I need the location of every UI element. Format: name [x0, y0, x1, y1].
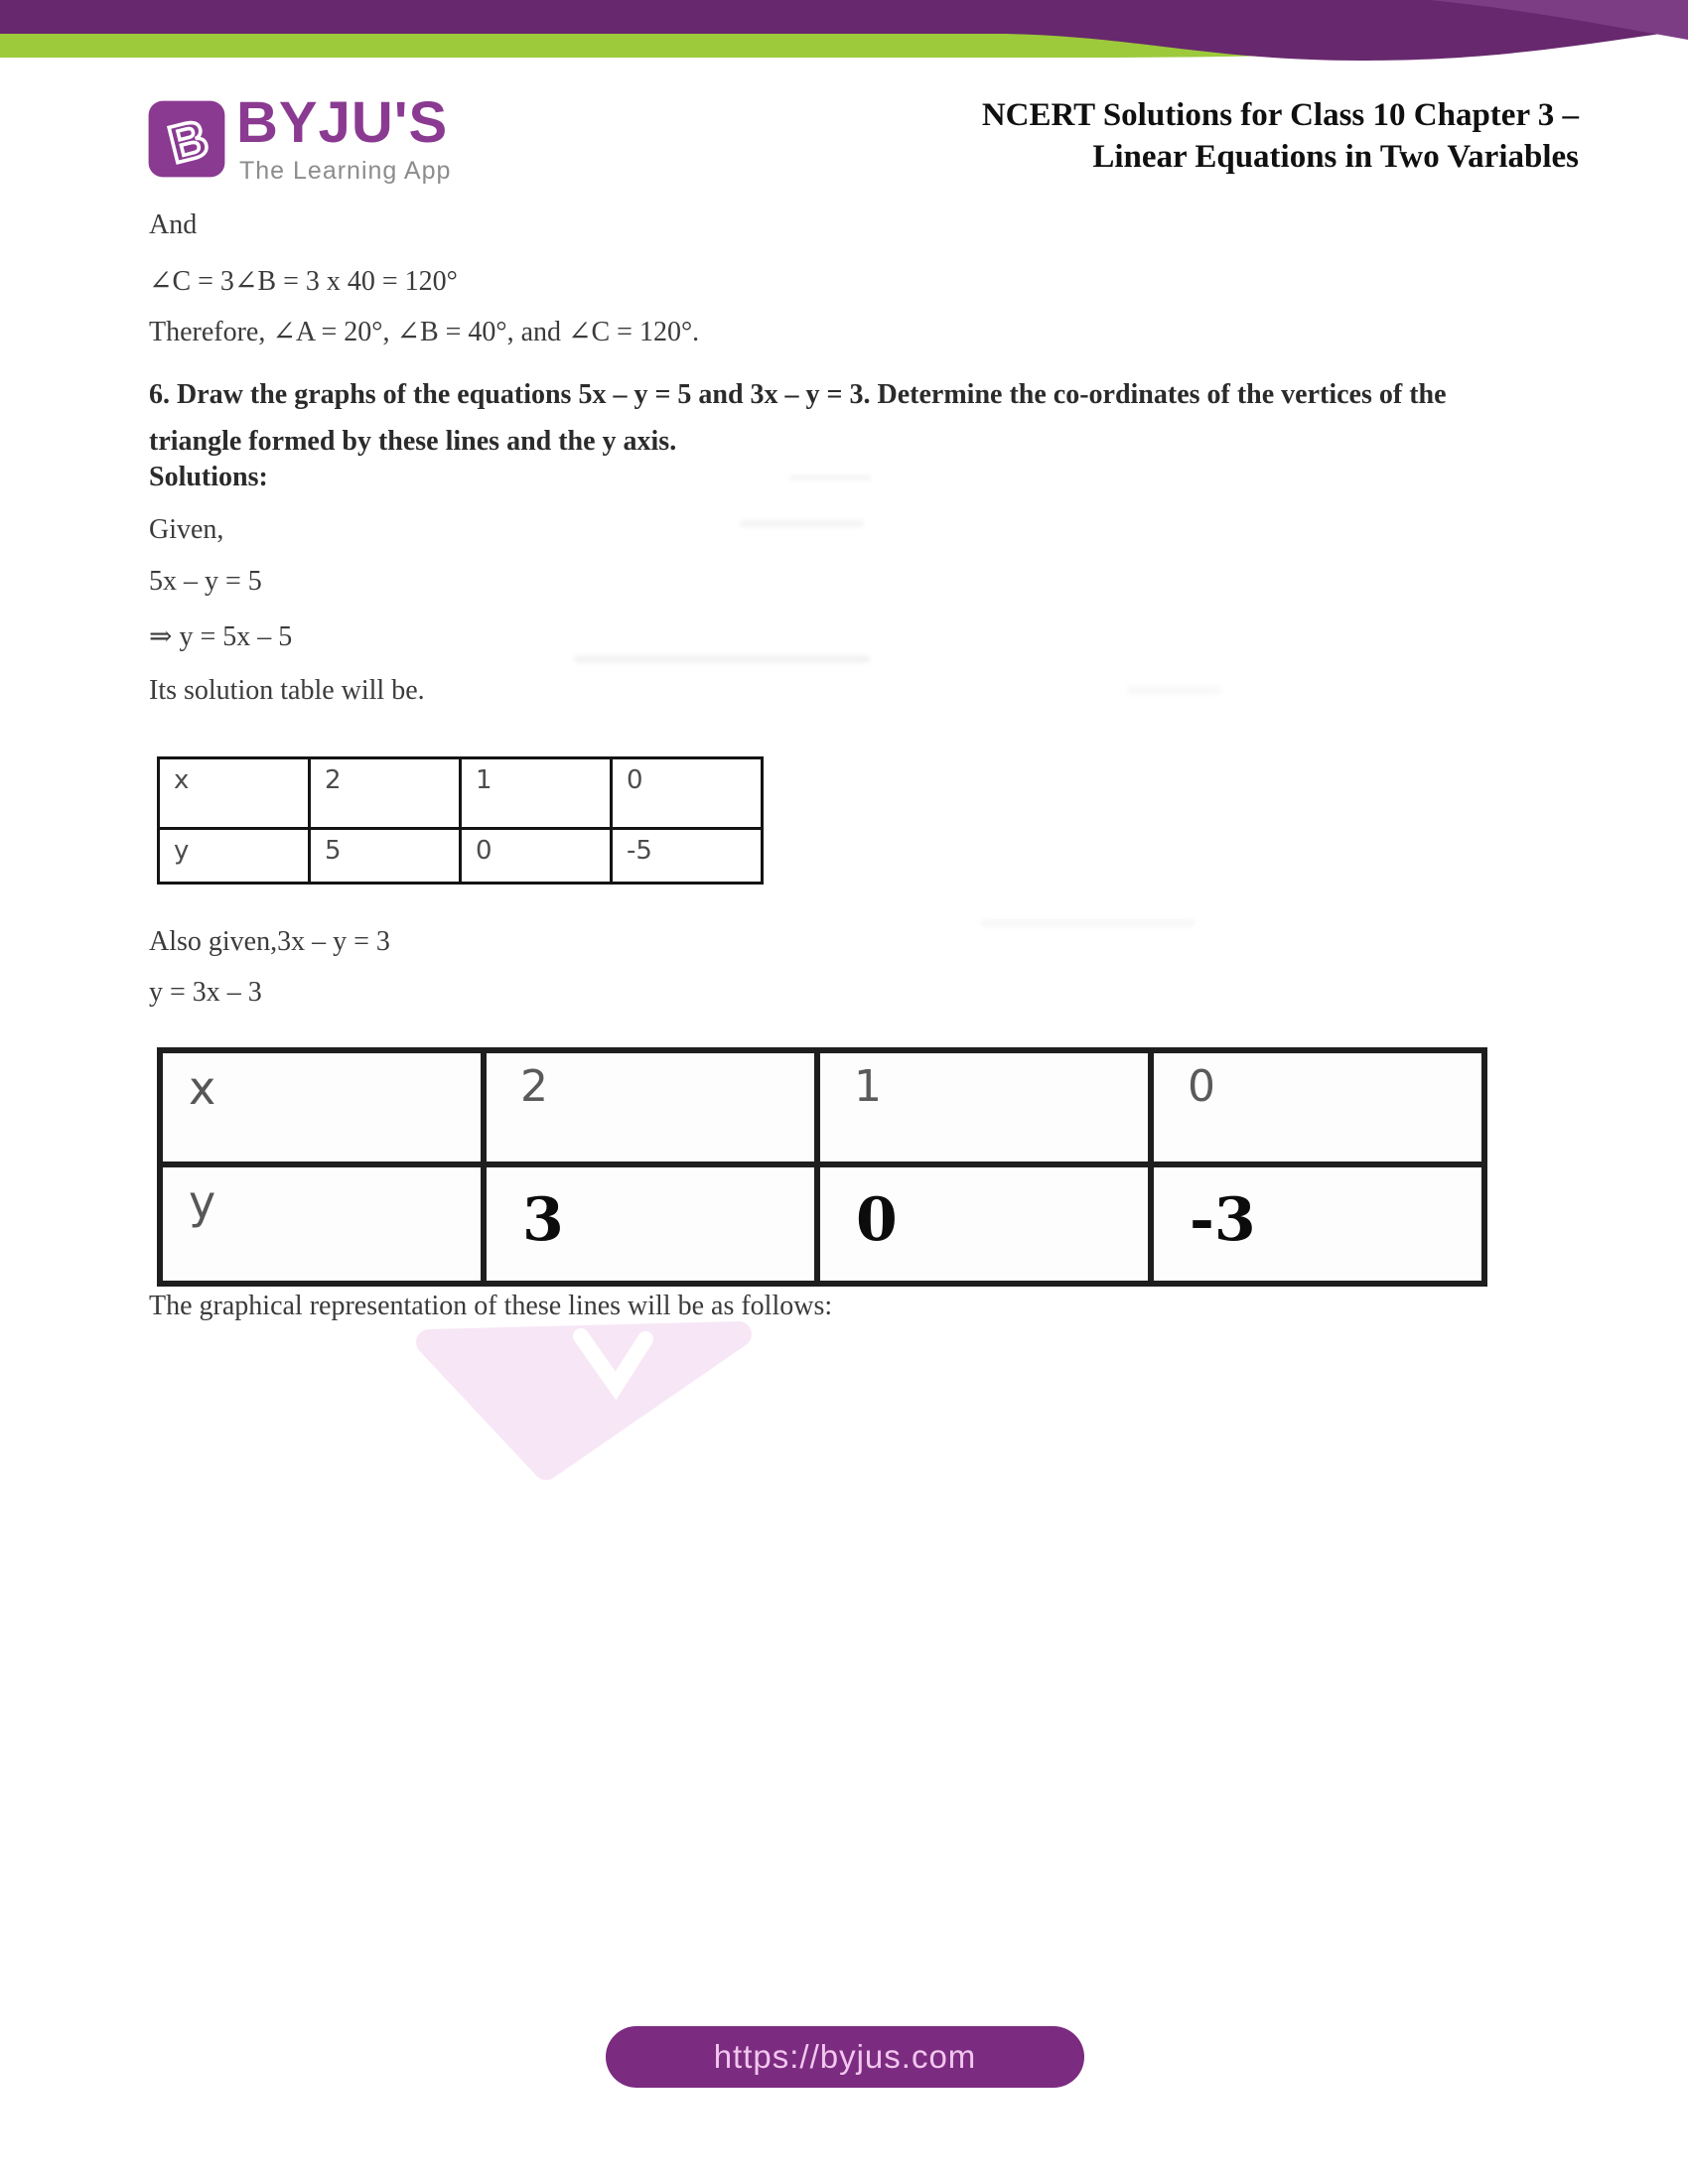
footer-url-pill[interactable]	[606, 2026, 1084, 2088]
question-6: 6. Draw the graphs of the equations 5x – y = 5 and 3x – y = 3. Determine the co-ordinates of the vertices of the triangle formed by these lines and the y axis.	[149, 379, 1447, 457]
page-title	[824, 94, 1579, 178]
byjus-logo	[147, 90, 663, 205]
table-cell: 2	[484, 1050, 817, 1164]
scan-artifact	[574, 655, 870, 663]
table-cell: x	[159, 758, 310, 829]
table-cell: 0	[1151, 1050, 1484, 1164]
text-also-given: Also given,3x – y = 3	[149, 926, 390, 957]
text-table1-intro: Its solution table will be.	[149, 675, 425, 706]
table-cell: x	[160, 1050, 484, 1164]
text-eq2-derived: y = 3x – 3	[149, 977, 262, 1008]
table-cell: 1	[461, 758, 612, 829]
text-eq1: 5x – y = 5	[149, 566, 262, 597]
solution-table-2	[157, 1047, 1487, 1287]
table-cell: 3	[484, 1164, 817, 1284]
byjus-logo-icon	[147, 97, 226, 181]
byjus-brand-text: BYJU'S	[236, 90, 449, 155]
solutions-heading: Solutions:	[149, 462, 268, 492]
text-and: And	[149, 209, 198, 240]
table-row	[159, 758, 763, 829]
table-row	[160, 1164, 1484, 1284]
page-title-line1: NCERT Solutions for Class 10 Chapter 3 –	[981, 97, 1579, 133]
table-cell: 1	[817, 1050, 1151, 1164]
table-cell: -5	[612, 829, 763, 884]
scan-artifact	[740, 520, 864, 527]
table-cell: y	[160, 1164, 484, 1284]
text-graph-intro: The graphical representation of these lines will be as follows:	[149, 1291, 833, 1321]
footer-url-text[interactable]: https://byjus.com	[713, 2038, 977, 2075]
text-given: Given,	[149, 514, 224, 545]
scan-artifact	[1127, 685, 1221, 695]
table-cell: 0	[817, 1164, 1151, 1284]
table-cell: 2	[310, 758, 461, 829]
text-therefore: Therefore, ∠A = 20°, ∠B = 40°, and ∠C = 120°.	[149, 317, 700, 347]
table-row	[160, 1050, 1484, 1164]
table-cell: 5	[310, 829, 461, 884]
table-cell: 0	[612, 758, 763, 829]
byjus-tagline: The Learning App	[239, 157, 452, 185]
solution-table-1	[157, 756, 764, 885]
table-cell: 0	[461, 829, 612, 884]
scan-artifact	[981, 919, 1195, 927]
table-cell: y	[159, 829, 310, 884]
table-row	[159, 829, 763, 884]
scan-artifact	[789, 475, 871, 480]
text-eq1-derived: ⇒ y = 5x – 5	[149, 621, 293, 652]
table-cell: -3	[1151, 1164, 1484, 1284]
svg-text:B: B	[163, 108, 214, 176]
text-angle-equation: ∠C = 3∠B = 3 x 40 = 120°	[149, 266, 458, 297]
page-title-line2: Linear Equations in Two Variables	[1092, 139, 1579, 175]
